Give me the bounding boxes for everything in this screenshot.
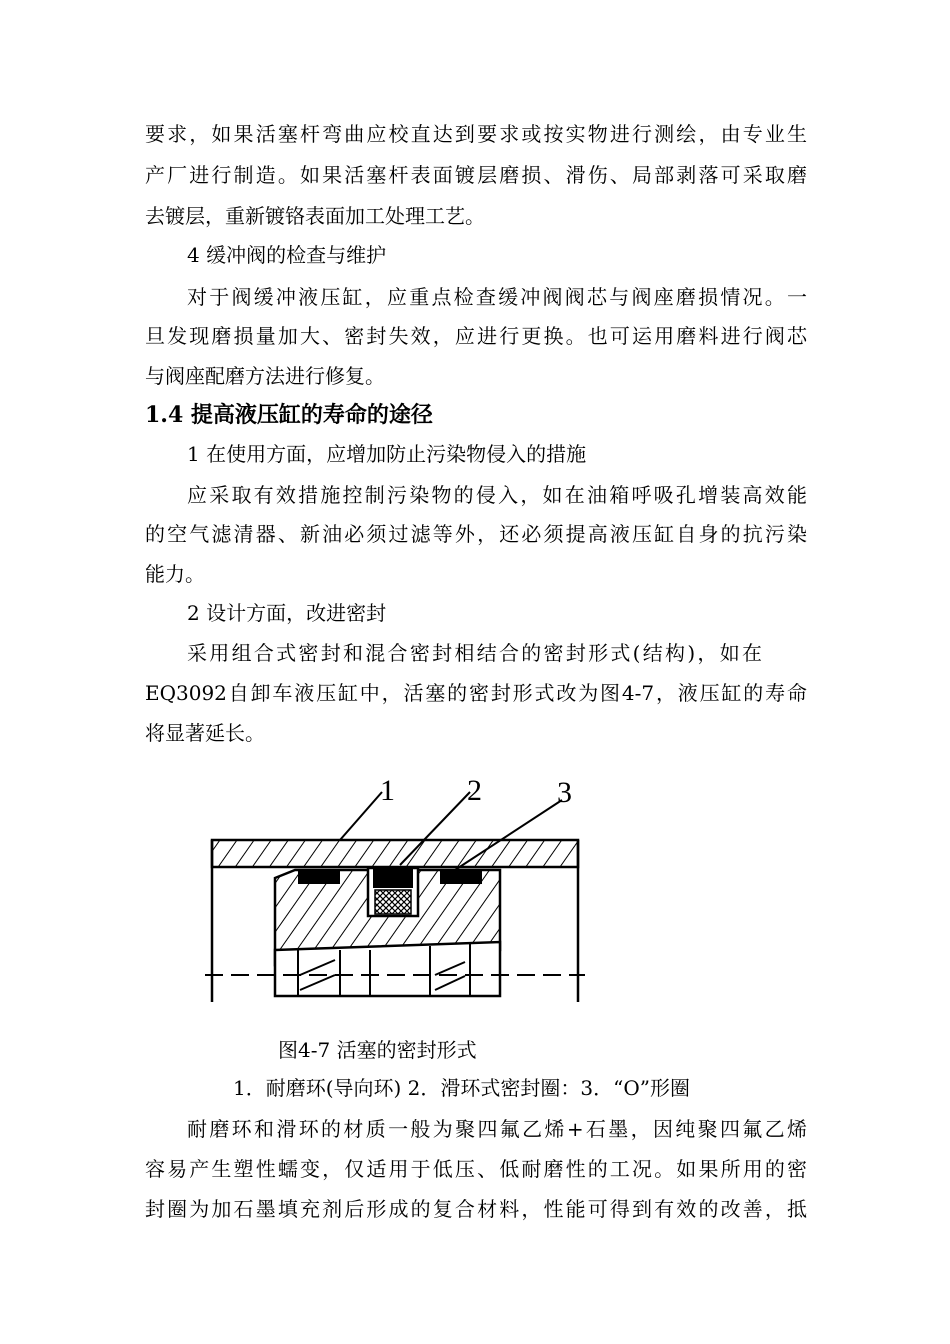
piston-seal-figure	[200, 770, 590, 1015]
paragraph-line: 的空气滤清器、新油必须过滤等外，还必须提高液压缸自身的抗污染	[145, 522, 807, 546]
paragraph-line: 产厂进行制造。如果活塞杆表面镀层磨损、滑伤、局部剥落可采取磨	[145, 163, 807, 187]
paragraph-line: 对于阀缓冲液压缸，应重点检查缓冲阀阀芯与阀座磨损情况。一	[187, 285, 807, 309]
paragraph-line: 容易产生塑性蠕变，仅适用于低压、低耐磨性的工况。如果所用的密	[145, 1157, 807, 1181]
paragraph-line: 能力。	[145, 562, 205, 586]
paragraph-line: 应采取有效措施控制污染物的侵入，如在油箱呼吸孔增装高效能	[187, 483, 807, 507]
subheading-1: 1 在使用方面，应增加防止污染物侵入的措施	[187, 442, 587, 466]
paragraph-line: 采用组合式密封和混合密封相结合的密封形式(结构)，如在	[187, 641, 762, 665]
figure-label-1: 1	[380, 774, 395, 807]
paragraph-line: 封圈为加石墨填充剂后形成的复合材料，性能可得到有效的改善，抵	[145, 1197, 807, 1221]
paragraph-line: 去镀层，重新镀铬表面加工处理工艺。	[145, 204, 485, 228]
paragraph-line: 要求，如果活塞杆弯曲应校直达到要求或按实物进行测绘，由专业生	[145, 122, 807, 146]
figure-legend: 1．耐磨环(导向环) 2．滑环式密封圈：3．“O”形圈	[233, 1076, 690, 1100]
figure-label-3: 3	[557, 776, 572, 809]
subheading-4: 4 缓冲阀的检查与维护	[187, 243, 387, 267]
paragraph-line: EQ3092自卸车液压缸中，活塞的密封形式改为图4-7，液压缸的寿命	[145, 681, 807, 705]
figure-label-2: 2	[467, 774, 482, 807]
paragraph-line: 旦发现磨损量加大、密封失效，应进行更换。也可运用磨料进行阀芯	[145, 324, 807, 348]
section-heading: 1.4 提高液压缸的寿命的途径	[145, 402, 433, 428]
paragraph-line: 耐磨环和滑环的材质一般为聚四氟乙烯+石墨，因纯聚四氟乙烯	[187, 1117, 807, 1141]
paragraph-line: 与阀座配磨方法进行修复。	[145, 364, 385, 388]
paragraph-line: 将显著延长。	[145, 721, 265, 745]
figure-caption: 图4-7 活塞的密封形式	[278, 1038, 477, 1062]
subheading-2: 2 设计方面，改进密封	[187, 601, 387, 625]
